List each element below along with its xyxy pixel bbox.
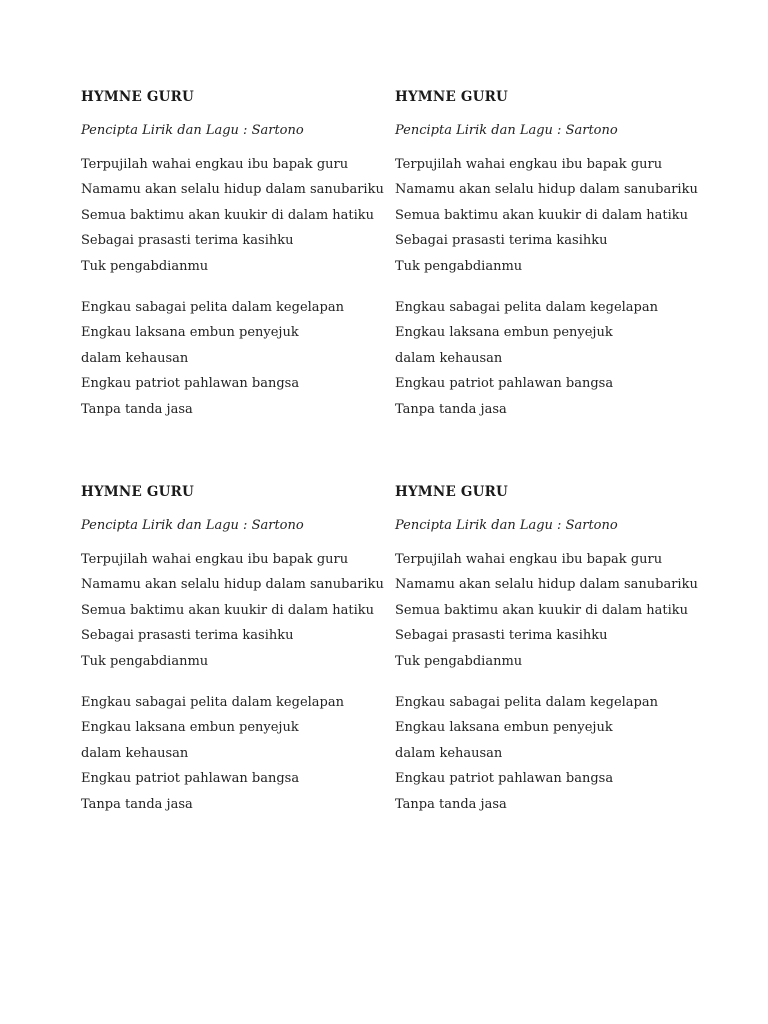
lyric-line: Tuk pengabdianmu — [81, 653, 209, 669]
lyric-line: Namamu akan selalu hidup dalam sanubariku — [395, 182, 698, 198]
stanza-1 — [81, 550, 401, 677]
lyric-line: Namamu akan selalu hidup dalam sanubariku — [81, 182, 384, 198]
lyric-line: Engkau patriot pahlawan bangsa — [395, 376, 614, 392]
lyric-line: Engkau sabagai pelita dalam kegelapan — [81, 694, 344, 710]
stanza-1 — [395, 155, 715, 282]
lyric-line: Tanpa tanda jasa — [81, 401, 193, 417]
lyrics-block — [81, 87, 401, 425]
lyric-line: Sebagai prasasti terima kasihku — [81, 628, 294, 644]
song-title: HYMNE GURU — [395, 484, 508, 500]
lyric-line: Engkau patriot pahlawan bangsa — [395, 771, 614, 787]
lyric-line: Semua baktimu akan kuukir di dalam hatiku — [395, 602, 689, 618]
lyric-line: Namamu akan selalu hidup dalam sanubariku — [395, 577, 698, 593]
stanza-2 — [81, 693, 401, 820]
lyric-line: Engkau laksana embun penyejuk — [81, 720, 299, 736]
lyric-line: Terpujilah wahai engkau ibu bapak guru — [395, 552, 663, 567]
song-credit: Pencipta Lirik dan Lagu : Sartono — [81, 518, 304, 533]
song-credit: Pencipta Lirik dan Lagu : Sartono — [81, 123, 304, 138]
lyrics-block — [395, 482, 715, 820]
lyric-line: Terpujilah wahai engkau ibu bapak guru — [395, 157, 663, 172]
lyric-line: Namamu akan selalu hidup dalam sanubariku — [81, 577, 384, 593]
stanza-2 — [81, 298, 401, 425]
lyrics-block — [81, 482, 401, 820]
lyric-line: Tanpa tanda jasa — [395, 401, 507, 417]
stanza-1 — [81, 155, 401, 282]
lyric-line: Engkau patriot pahlawan bangsa — [81, 771, 300, 787]
song-credit: Pencipta Lirik dan Lagu : Sartono — [395, 518, 618, 533]
stanza-1 — [395, 550, 715, 677]
song-credit: Pencipta Lirik dan Lagu : Sartono — [395, 123, 618, 138]
lyric-line: Tuk pengabdianmu — [395, 653, 523, 669]
lyric-line: Tanpa tanda jasa — [395, 796, 507, 812]
lyric-line: Semua baktimu akan kuukir di dalam hatiku — [395, 207, 689, 223]
lyric-line: Tuk pengabdianmu — [81, 258, 209, 274]
lyric-line: Sebagai prasasti terima kasihku — [395, 628, 608, 644]
lyric-line: dalam kehausan — [395, 350, 503, 366]
song-title: HYMNE GURU — [81, 484, 194, 500]
lyric-line: Tuk pengabdianmu — [395, 258, 523, 274]
lyric-line: Engkau laksana embun penyejuk — [395, 325, 613, 341]
lyric-line: Tanpa tanda jasa — [81, 796, 193, 812]
lyric-line: Sebagai prasasti terima kasihku — [81, 233, 294, 249]
lyric-line: Sebagai prasasti terima kasihku — [395, 233, 608, 249]
song-title: HYMNE GURU — [395, 89, 508, 105]
lyric-line: Terpujilah wahai engkau ibu bapak guru — [81, 157, 349, 172]
lyric-line: Terpujilah wahai engkau ibu bapak guru — [81, 552, 349, 567]
lyric-line: Engkau sabagai pelita dalam kegelapan — [81, 299, 344, 315]
lyric-line: Engkau laksana embun penyejuk — [81, 325, 299, 341]
lyric-line: Engkau patriot pahlawan bangsa — [81, 376, 300, 392]
lyric-line: Semua baktimu akan kuukir di dalam hatiku — [81, 602, 375, 618]
lyric-line: Engkau laksana embun penyejuk — [395, 720, 613, 736]
lyric-line: Engkau sabagai pelita dalam kegelapan — [395, 694, 658, 710]
lyric-line: dalam kehausan — [395, 745, 503, 761]
lyric-line: Engkau sabagai pelita dalam kegelapan — [395, 299, 658, 315]
lyric-line: dalam kehausan — [81, 350, 189, 366]
lyric-line: dalam kehausan — [81, 745, 189, 761]
stanza-2 — [395, 693, 715, 820]
stanza-2 — [395, 298, 715, 425]
lyric-line: Semua baktimu akan kuukir di dalam hatiku — [81, 207, 375, 223]
song-title: HYMNE GURU — [81, 89, 194, 105]
lyrics-block — [395, 87, 715, 425]
